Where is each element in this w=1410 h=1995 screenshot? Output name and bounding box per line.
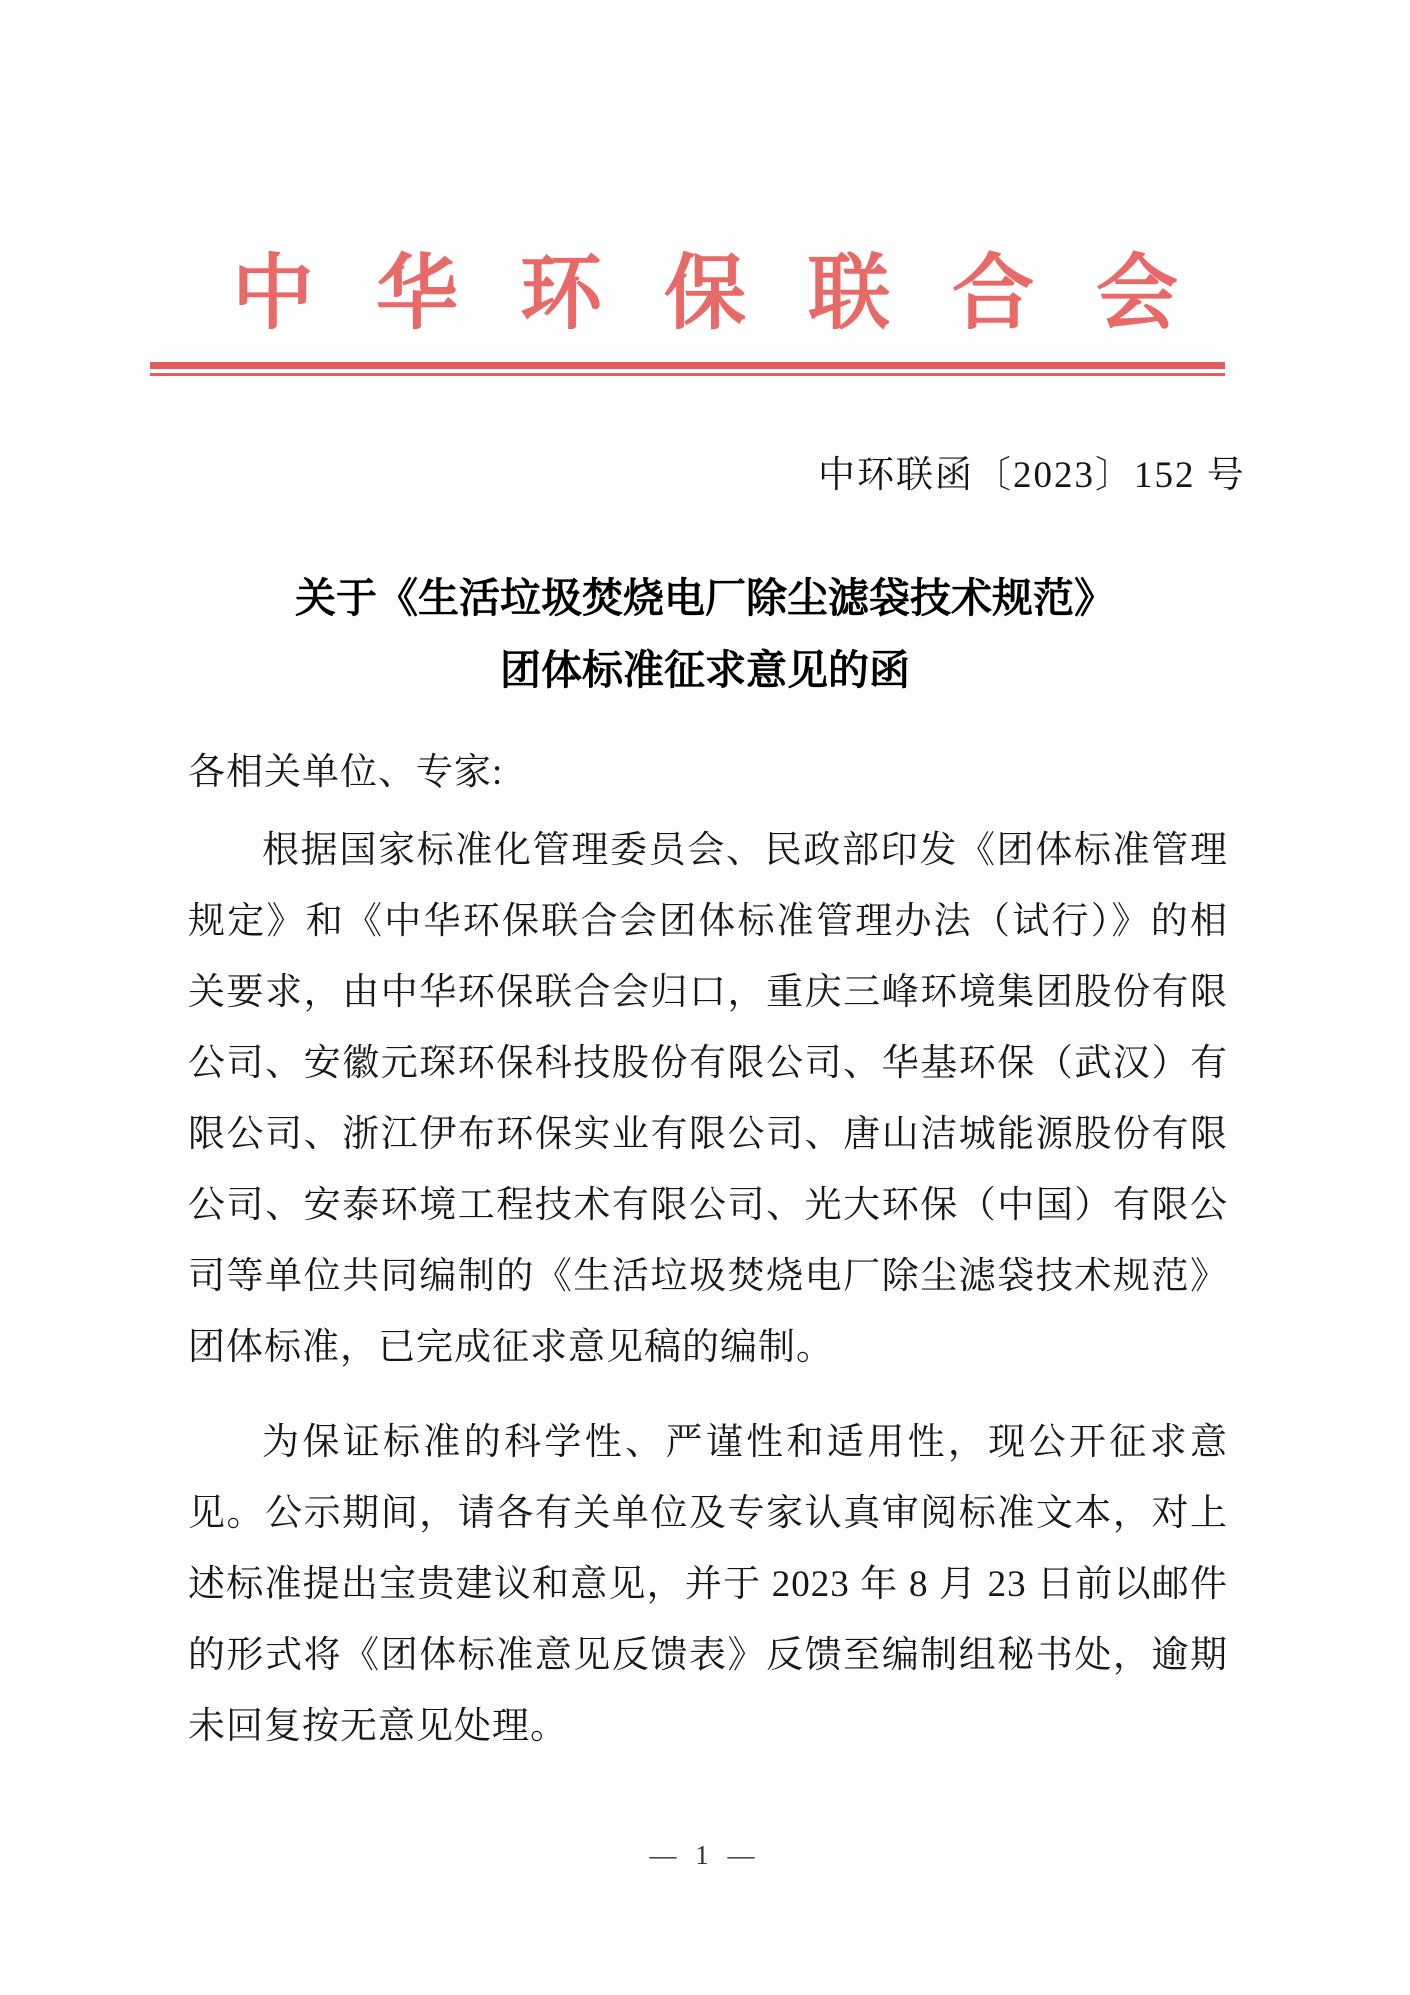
letterhead-divider — [150, 362, 1225, 376]
document-title-line1: 关于《生活垃圾焚烧电厂除尘滤袋技术规范》 — [295, 575, 1115, 621]
document-number: 中环联函〔2023〕152 号 — [818, 455, 1246, 496]
document-body — [188, 737, 1228, 1762]
body-paragraph-1: 根据国家标准化管理委员会、民政部印发《团体标准管理规定》和《中华环保联合会团体标准管理办法（试行）》的相关要求，由中华环保联合会归口，重庆三峰环境集团股份有限公司、安徽元琛环保科技股份有限公司、华基环保（武汉）有限公司、浙江伊布环保实业有限公司、唐山洁城能源股份有限公司、安泰环境工程技术有限公司、光大环保（中国）有限公司等单位共同编制的《生活垃圾焚烧电厂除尘滤袋技术规范》团体标准，已完成征求意见稿的编制。 — [188, 830, 1228, 1368]
page-number: — 1 — — [649, 1840, 761, 1870]
document-title-line2: 团体标准征求意见的函 — [500, 647, 910, 693]
salutation: 各相关单位、专家: — [188, 752, 504, 793]
letterhead-org-name: 中华环保联合会 — [231, 248, 1240, 339]
document-title — [0, 562, 1410, 706]
body-paragraph-2: 为保证标准的科学性、严谨性和适用性，现公开征求意见。公示期间，请各有关单位及专家认真审阅标准文本，对上述标准提出宝贵建议和意见，并于 2023 年 8 月 23 日前以邮件的形式将《团体标准意见反馈表》反馈至编制组秘书处，逾期未回复按无意见处理。 — [188, 1422, 1228, 1747]
